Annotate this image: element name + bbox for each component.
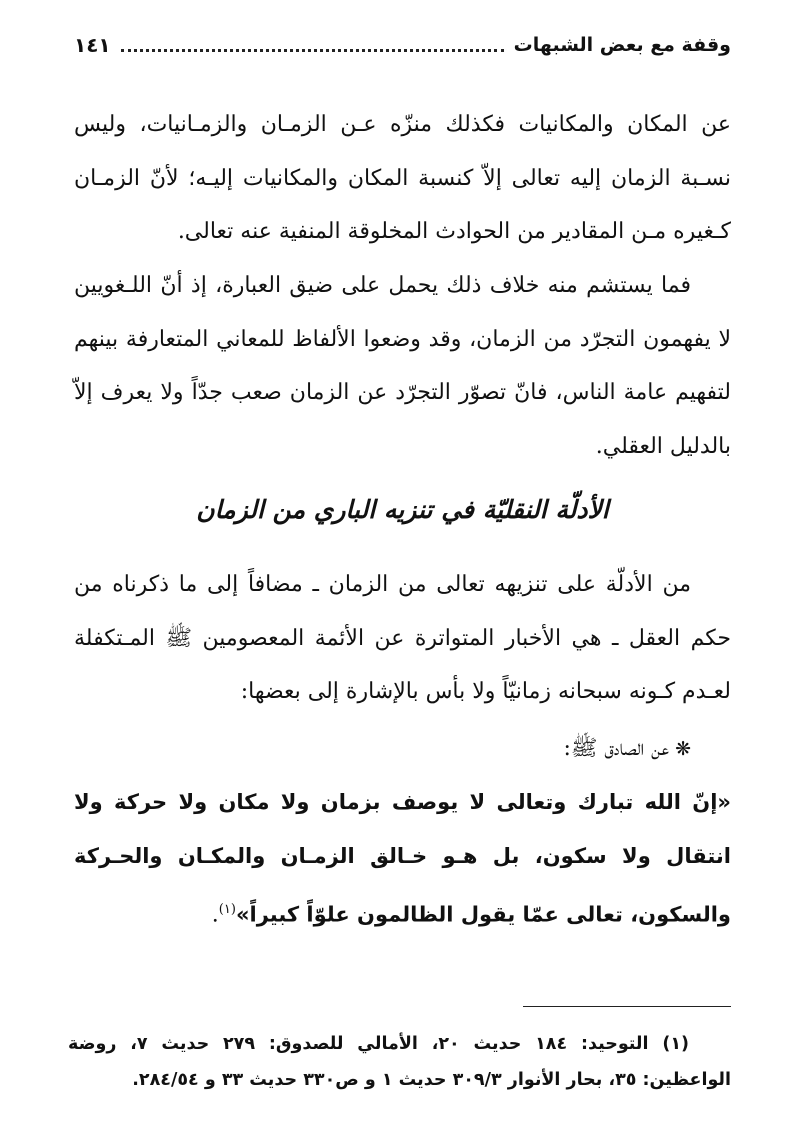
section-heading: الأدلّة النقليّة في تنزيه الباري من الزمان: [196, 495, 609, 524]
footnote-text: التوحيد: ١٨٤ حديث ٢٠، الأمالي للصدوق: ٢٧٩ حديث ٧، روضة الواعظين: ٣٥، بحار الأنوار ٣٠٩/٣ حديث ١ و ص٣٣٠ حديث ٣٣ و ٢٨٤/٥٤.: [68, 1034, 731, 1090]
footnote-reference[interactable]: (١): [218, 902, 236, 918]
narration-source: عن الصادق ﷺ:: [563, 736, 670, 761]
running-header: [74, 30, 731, 60]
footnote: [68, 1026, 731, 1098]
header-dot-leader: [121, 49, 504, 52]
paragraph-3-text: من الأدلّة على تنزيهه تعالى من الزمان ـ مضافاً إلى ما ذكرناه من حكم العقل ـ هي الأخبار المتواترة عن الأئمة المعصومين ﷺ المـتكفلة لعـدم كـونه سبحانه زمانيّاً ولا بأس بالإشارة إلى بعضها:: [74, 572, 731, 705]
paragraph-1-text: عن المكان والمكانيات فكذلك منزّه عـن الزمـان والزمـانيات، وليس نسـبة الزمان إليه تعالى إلاّ كنسبة المكان والمكانيات إليـه؛ لأنّ الزمـان كـغيره مـن المقادير من الحوادث المخلوقة المنفية عنه تعالى.: [74, 112, 731, 245]
chapter-title: وقفة مع بعض الشبهات: [513, 34, 731, 56]
quote-text: «إنّ الله تبارك وتعالى لا يوصف بزمان ولا مكان ولا حركة ولا انتقال ولا سكون، بل هـو خـالق الزمـان والمكـان والحـركة والسكون، تعالى عمّا يقول الظالمون علوّاً كبيراً»: [74, 790, 731, 927]
footnote-number: (١): [662, 1034, 689, 1054]
paragraph-continuation: [74, 98, 731, 259]
page-number: ١٤١: [74, 33, 111, 57]
paragraph-2-text: فما يستشم منه خلاف ذلك يحمل على ضيق العبارة، إذ أنّ اللـغويين لا يفهمون التجرّد من الزمان، وقد وضعوا الألفاظ للمعاني المتعارفة بينهم لتفهيم عامة الناس، فانّ تصوّر التجرّد عن الزمان صعب جدّاً ولا يعرف إلاّ بالدليل العقلي.: [74, 273, 731, 459]
asterism-icon: ❋: [675, 738, 691, 760]
narration-intro: [74, 722, 731, 777]
footnote-divider: [523, 1006, 731, 1007]
paragraph: [74, 259, 731, 473]
paragraph: [74, 558, 731, 719]
quoted-narration: «إنّ الله تبارك وتعالى لا يوصف بزمان ولا مكان ولا حركة ولا انتقال ولا سكون، بل هـو خـالق الزمـان والمكـان والحـركة والسكون، تعالى عمّا يقول الظالمون علوّاً كبيراً»$^{(١)}$.: [74, 790, 731, 928]
